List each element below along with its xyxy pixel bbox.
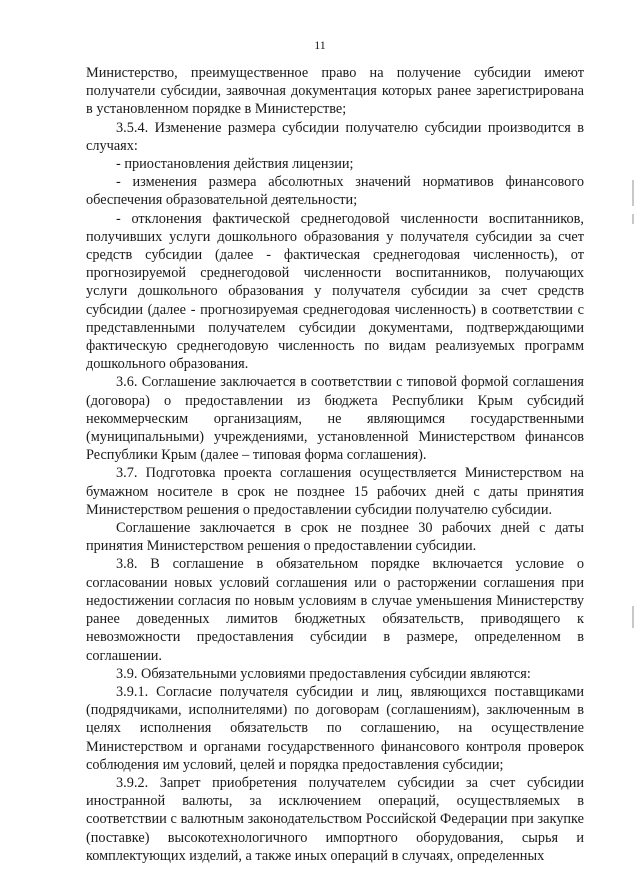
list-item-headcount: - отклонения фактической среднегодовой численности воспитанников, получивших услуги дошкольного образования у получателя субсидии за счет средств субсидии (далее - фактическая среднегодовая численность), от прогнозируемой среднегодовой численности воспитанников, получающих услуги дошкольного образования у получателя субсидии за счет средств субсидии (далее - прогнозируемая среднегодовая численность) в соответствии с представленными получателем субсидии документами, подтверждающими фактическую среднегодовую численность по видам реализуемых программ дошкольного образования. [86, 210, 584, 373]
paragraph-3-9: 3.9. Обязательными условиями предоставления субсидии являются: [116, 665, 531, 682]
paragraph-3-7: 3.7. Подготовка проекта соглашения осуществляется Министерством на бумажном носителе в срок не позднее 15 рабочих дней с даты принятия Министерством решения о предоставлении субсидии получателю субсидии. [86, 465, 584, 518]
paragraph-3-9-2: 3.9.2. Запрет приобретения получателем субсидии за счет субсидии иностранной валюты, за исключением операций, осуществляемых в соответствии с валютным законодательством Российской Федерации при закупке (поставке) высокотехнологичного импортного оборудования, сырья и комплектующих изделий, а также иных операций в случаях, определенных [86, 774, 584, 864]
list-item-license: - приостановления действия лицензии; [116, 156, 354, 173]
paragraph-3-5-4: 3.5.4. Изменение размера субсидии получателю субсидии производится в случаях: [86, 119, 584, 154]
paragraph-agreement-term: Соглашение заключается в срок не позднее 30 рабочих дней с даты принятия Министерством решения о предоставлении субсидии. [86, 520, 584, 555]
scan-artifact-mark [632, 180, 634, 206]
page-number: 11 [314, 38, 326, 52]
paragraph-3-6: 3.6. Соглашение заключается в соответствии с типовой формой соглашения (договора) о предоставлении из бюджета Республики Крым субсидий некоммерческим организациям, не являющимся государственными (муниципальными) учреждениями, установленной Министерством финансов Республики Крым (далее – типовая форма соглашения). [86, 374, 584, 464]
paragraph-continuation: Министерство, преимущественное право на получение субсидии имеют получатели субсидии, заявочная документация которых ранее зарегистрирована в установленном порядке в Министерстве; [86, 65, 584, 118]
document-body [86, 64, 584, 865]
list-item-norms: - изменения размера абсолютных значений нормативов финансового обеспечения образовательной деятельности; [86, 174, 584, 209]
scan-artifact-mark [632, 214, 634, 224]
paragraph-3-9-1: 3.9.1. Согласие получателя субсидии и лиц, являющихся поставщиками (подрядчиками, исполнителями) по договорам (соглашениям), заключенным в целях исполнения обязательств по соглашению, на осуществление Министерством и органами государственного финансового контроля проверок соблюдения им условий, целей и порядка предоставления субсидии; [86, 683, 584, 773]
paragraph-3-8: 3.8. В соглашение в обязательном порядке включается условие о согласовании новых условий соглашения или о расторжении соглашения при недостижении согласия по новым условиям в случае уменьшения Министерству ранее доведенных лимитов бюджетных обязательств, приводящего к невозможности предоставления субсидии в размере, определенном в соглашении. [86, 556, 584, 664]
scan-artifact-mark [632, 606, 634, 628]
